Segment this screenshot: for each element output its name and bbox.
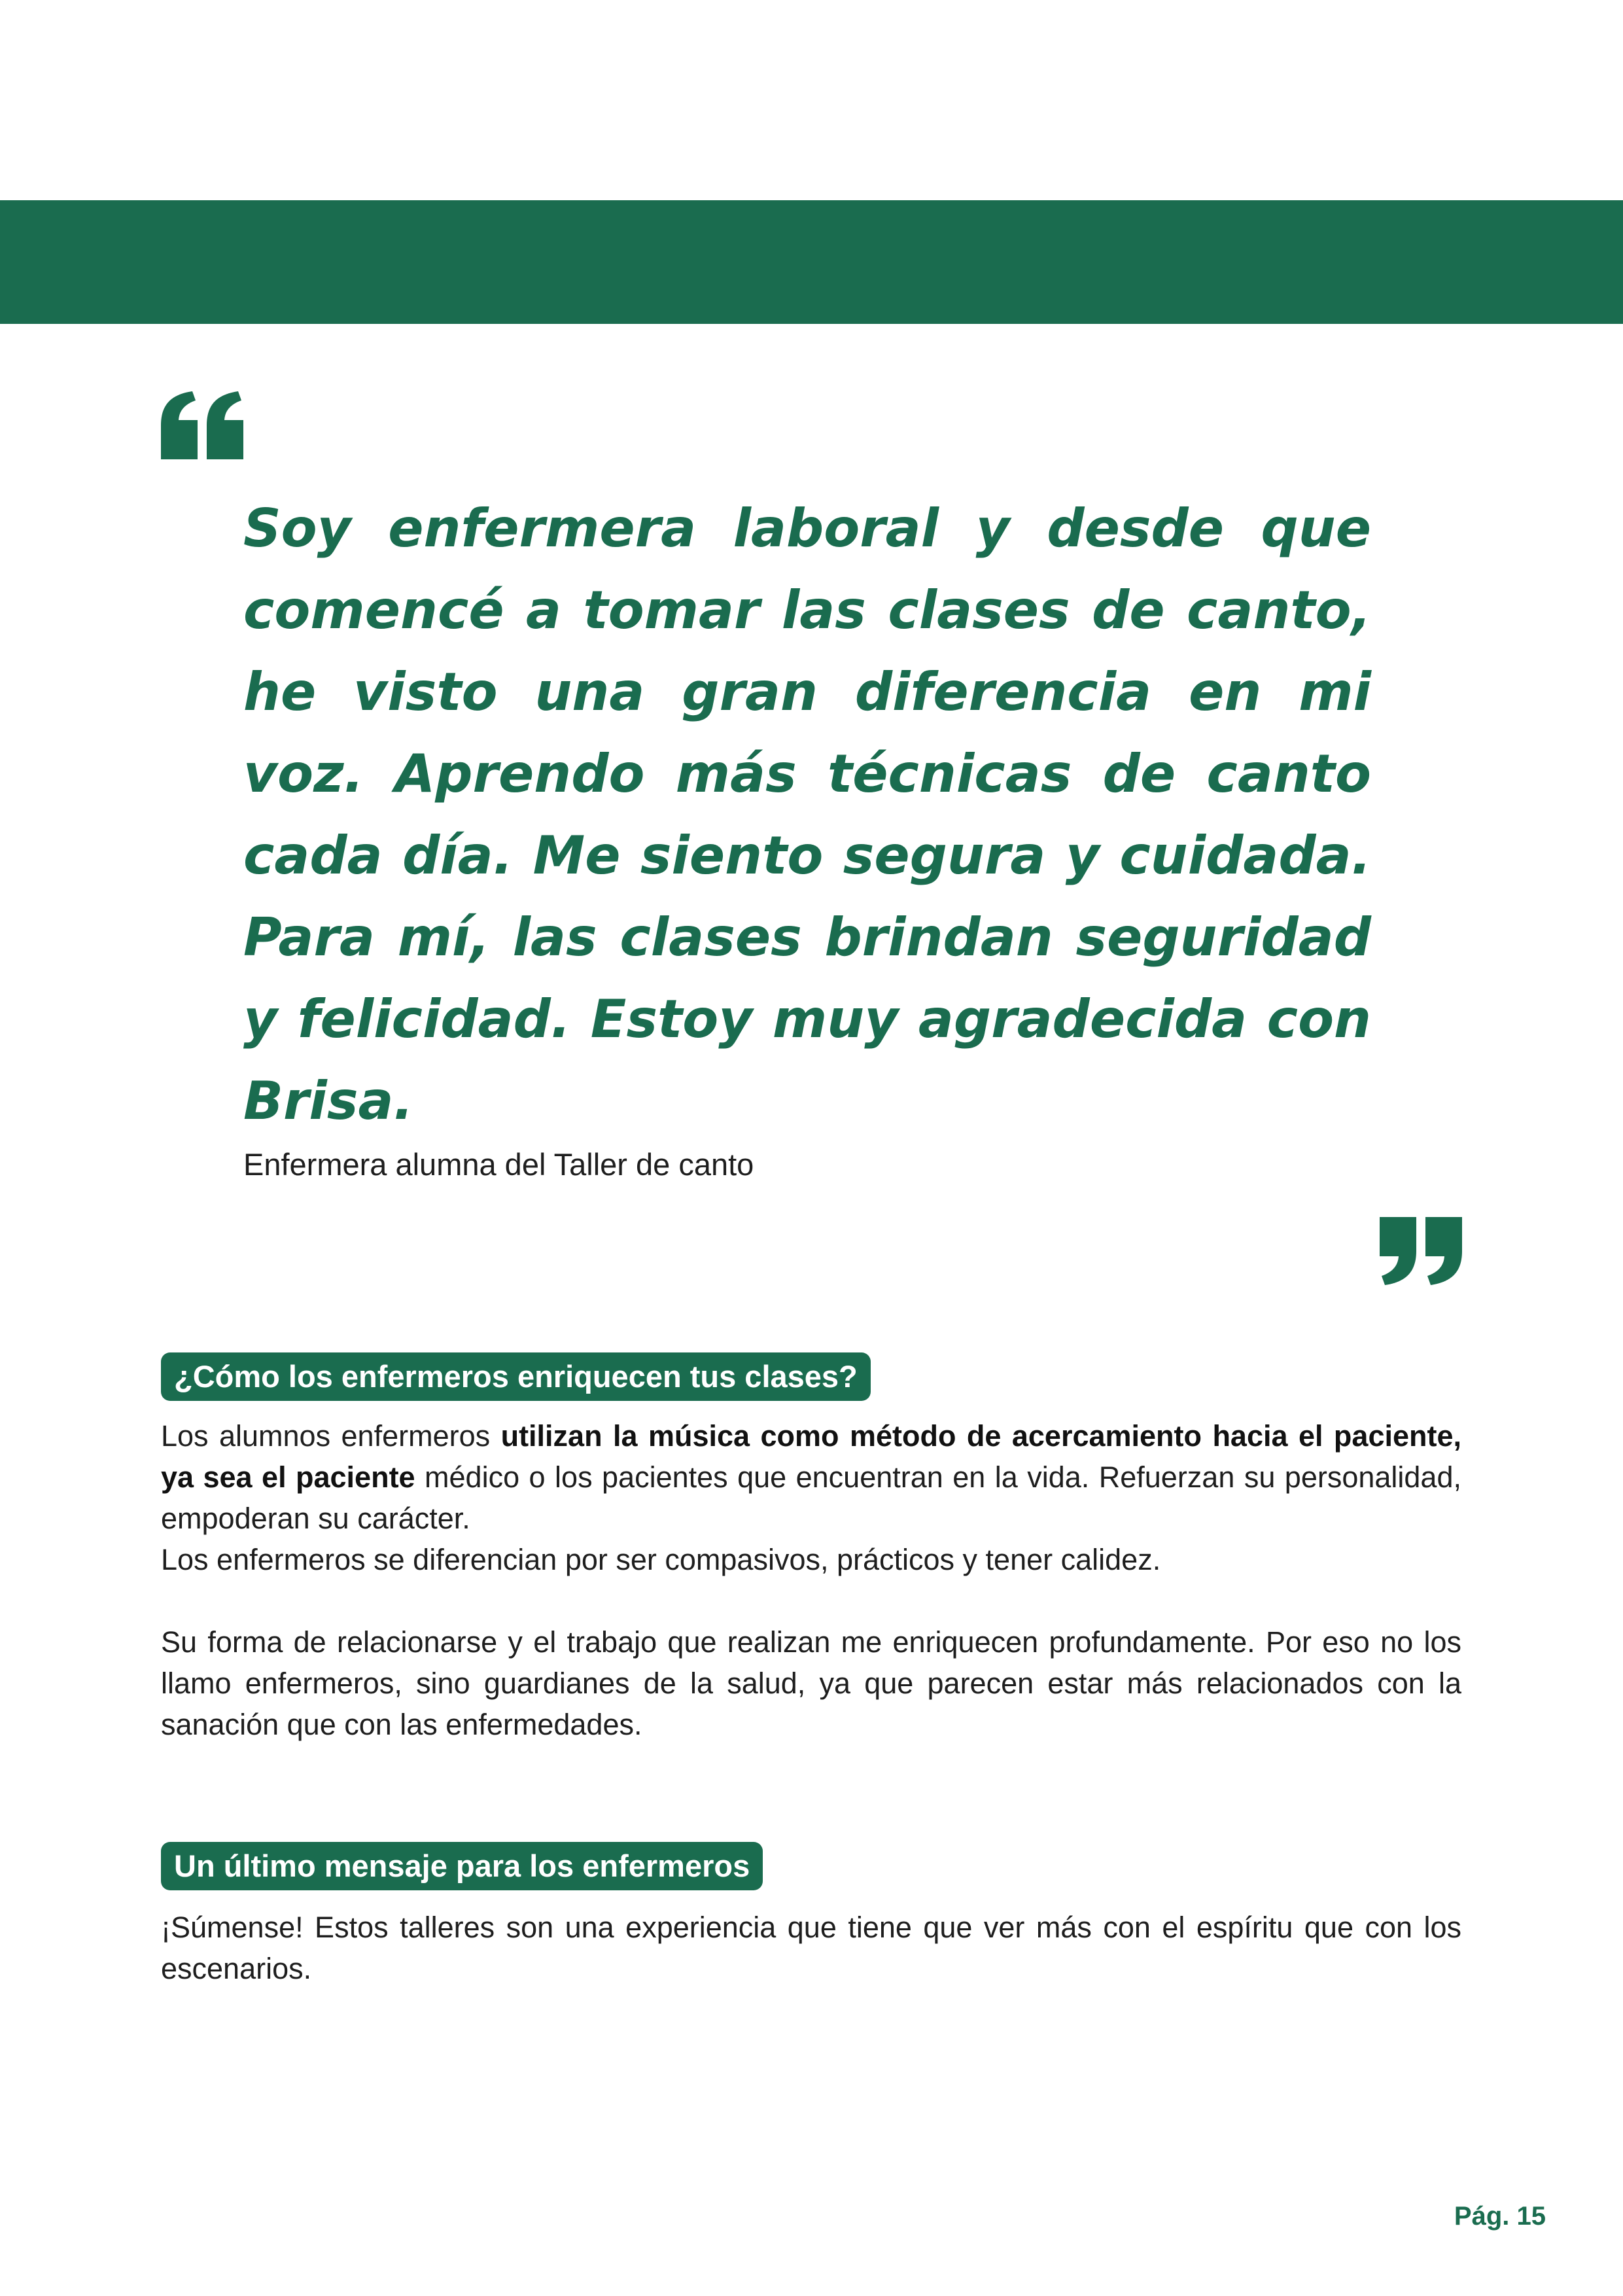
- section1-paragraph-3: Su forma de relacionarse y el trabajo que realizan me enriquecen profundamente. Por eso no los llamo enfermeros, sino guardianes de la salud, ya que parecen estar más relacionados con la sanación que con las enfermedades.: [161, 1625, 1461, 1741]
- page-number: Pág. 15: [1454, 2202, 1546, 2231]
- testimonial-quote: Soy enfermera laboral y desde que comencé a tomar las clases de canto, he visto una gran diferencia en mi voz. Aprendo más técnicas de canto cada día. Me siento segura y cuidada. Para mí, las clases brindan seguridad y felicidad. Estoy muy agradecida con Brisa.: [243, 498, 1371, 1131]
- section1-paragraph-1: [161, 1415, 1461, 1539]
- closing-quote-icon: [1377, 1217, 1462, 1285]
- section-heading-ultimo-mensaje: Un último mensaje para los enfermeros: [161, 1842, 763, 1890]
- paragraph-bold-text: utilizan la música como método de acercamiento hacia el paciente, ya sea el paciente: [161, 1419, 1462, 1494]
- paragraph-intro-text: Los alumnos enfermeros: [161, 1419, 501, 1453]
- header-band: [0, 200, 1623, 324]
- paragraph-rest-text: médico o los pacientes que encuentran en la vida. Refuerzan su personalidad, empoderan su carácter.: [161, 1460, 1461, 1535]
- opening-quote-icon: [161, 391, 246, 459]
- section2-paragraph-1: ¡Súmense! Estos talleres son una experiencia que tiene que ver más con el espíritu que con los escenarios.: [161, 1911, 1461, 1985]
- section1-paragraph-2: Los enfermeros se diferencian por ser compasivos, prácticos y tener calidez.: [161, 1543, 1161, 1576]
- section-heading-enriquecen: ¿Cómo los enfermeros enriquecen tus clases?: [161, 1352, 871, 1401]
- quote-attribution: Enfermera alumna del Taller de canto: [243, 1147, 754, 1182]
